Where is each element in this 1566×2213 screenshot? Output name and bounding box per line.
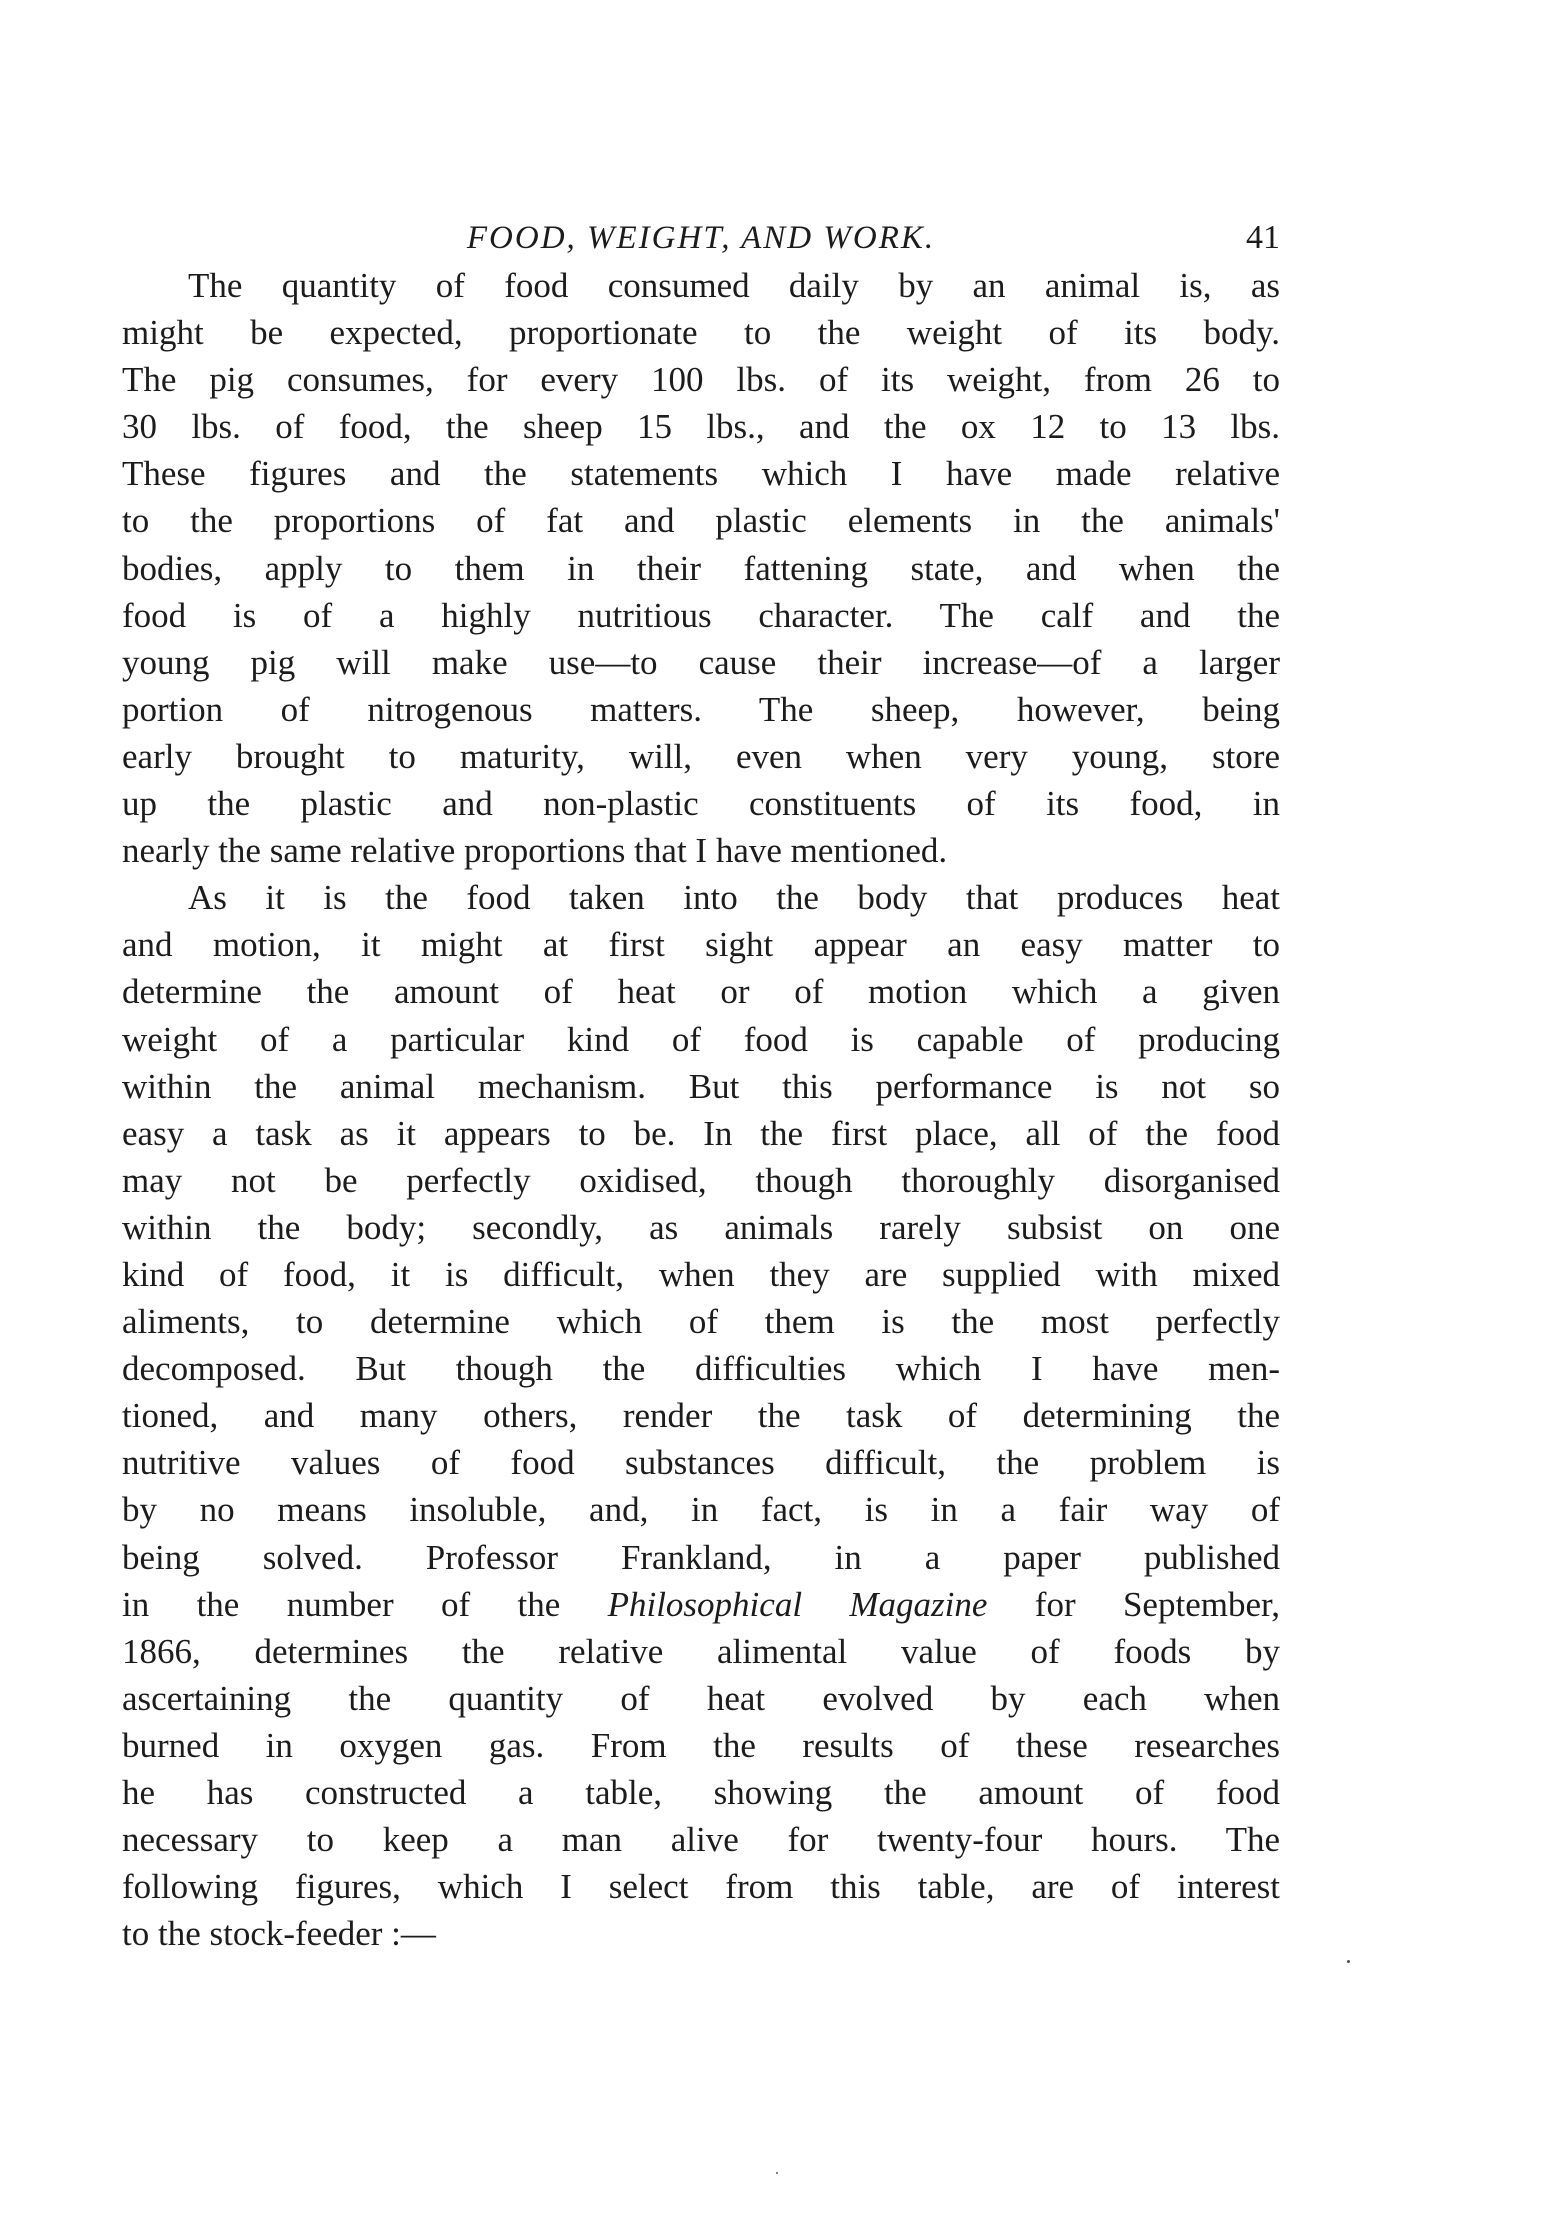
text-line: kind of food, it is difficult, when they are supplied with mixed (122, 1254, 1280, 1294)
text-line: being solved. Professor Frankland, in a paper published (122, 1537, 1280, 1577)
text-line: determine the amount of heat or of motion which a given (122, 972, 1280, 1012)
text-line: burned in oxygen gas. From the results of these researches (122, 1725, 1280, 1765)
page-number: 41 (1246, 219, 1280, 256)
running-title: FOOD, WEIGHT, AND WORK. (466, 220, 936, 256)
text-line: portion of nitrogenous matters. The sheep, however, being (122, 689, 1280, 729)
text-line: ascertaining the quantity of heat evolved by each when (122, 1678, 1280, 1718)
text-line: following figures, which I select from this table, are of interest (122, 1867, 1280, 1907)
text-line: within the body; secondly, as animals rarely subsist on one (122, 1207, 1280, 1247)
text-line: 30 lbs. of food, the sheep 15 lbs., and the ox 12 to 13 lbs. (122, 407, 1280, 447)
paragraph-2 (122, 874, 1280, 1957)
text-line: young pig will make use—to cause their increase—of a larger (122, 642, 1280, 682)
text-line: The pig consumes, for every 100 lbs. of its weight, from 26 to (122, 360, 1280, 400)
text-line: tioned, and many others, render the task of determining the (122, 1396, 1280, 1436)
text-line: nearly the same relative proportions that I have mentioned. (122, 831, 948, 871)
paragraph-1 (122, 262, 1280, 874)
text-line-with-italic-title (122, 1581, 1280, 1628)
text-line: may not be perfectly oxidised, though thoroughly disorganised (122, 1160, 1280, 1200)
text-line: The quantity of food consumed daily by an animal is, as (188, 266, 1280, 305)
body-text (122, 262, 1280, 1957)
text-line: decomposed. But though the difficulties which I have men- (122, 1349, 1280, 1389)
text-line: he has constructed a table, showing the amount of food (122, 1773, 1280, 1812)
paper-speck (1347, 1960, 1350, 1963)
text-line: and motion, it might at first sight appear an easy matter to (122, 925, 1280, 965)
text-line: necessary to keep a man alive for twenty-four hours. The (122, 1820, 1280, 1860)
text-line: 1866, determines the relative alimental value of foods by (122, 1631, 1280, 1671)
paper-speck (776, 2172, 778, 2174)
text-line: might be expected, proportionate to the weight of its body. (122, 313, 1280, 353)
text-line: weight of a particular kind of food is capable of producing (122, 1019, 1280, 1059)
text-line: bodies, apply to them in their fattening state, and when the (122, 548, 1280, 588)
journal-title: Philosophical Magazine (607, 1584, 988, 1624)
text-line: by no means insoluble, and, in fact, is in a fair way of (122, 1490, 1280, 1530)
running-head (122, 216, 1280, 260)
text-line: easy a task as it appears to be. In the first place, all of the food (122, 1113, 1280, 1153)
text-line: food is of a highly nutritious character. The calf and the (122, 595, 1280, 635)
text-line: aliments, to determine which of them is the most perfectly (122, 1302, 1280, 1342)
text-line: As it is the food taken into the body that produces heat (188, 878, 1280, 918)
text-line: to the proportions of fat and plastic elements in the animals' (122, 501, 1280, 541)
text-line: These figures and the statements which I have made relative (122, 454, 1280, 494)
line-text-after: for September, (987, 1584, 1280, 1624)
text-line: nutritive values of food substances difficult, the problem is (122, 1443, 1280, 1483)
line-text-before: in the number of the (122, 1584, 608, 1624)
text-line: to the stock-feeder :— (122, 1914, 436, 1954)
text-line: early brought to maturity, will, even when very young, store (122, 736, 1280, 776)
text-line: up the plastic and non-plastic constituents of its food, in (122, 784, 1280, 824)
text-line: within the animal mechanism. But this performance is not so (122, 1066, 1280, 1106)
